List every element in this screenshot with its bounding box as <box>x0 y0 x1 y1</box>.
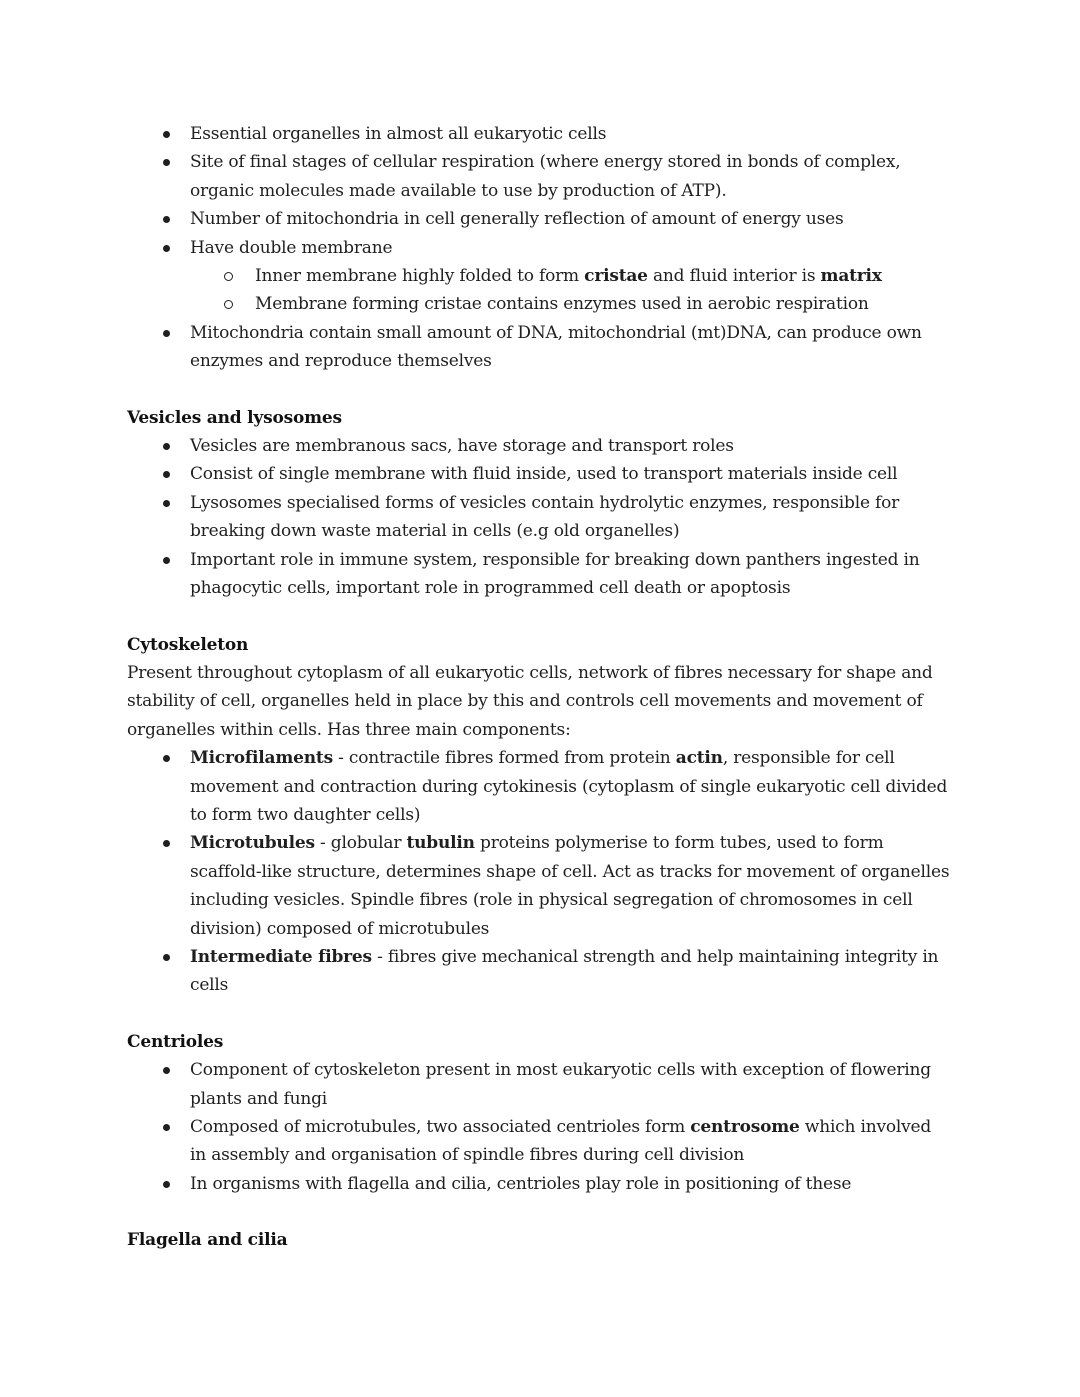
list-item-text <box>190 238 392 258</box>
list-item <box>127 1113 950 1170</box>
bold-text-segment: actin <box>675 748 723 769</box>
text-segment: Component of cytoskeleton present in most eukaryotic cells with exception of flowering plants and fungi <box>190 1060 931 1109</box>
list-item <box>127 205 950 233</box>
section-flagella-and-cilia <box>127 1226 950 1254</box>
bullet-disc-icon <box>163 1181 170 1188</box>
section-heading: Cytoskeleton <box>127 634 249 655</box>
list-item-text <box>190 748 947 825</box>
section-heading: Flagella and cilia <box>127 1230 288 1251</box>
bullet-disc-icon <box>163 245 170 252</box>
sub-list-item <box>127 262 950 290</box>
list-item <box>127 489 950 546</box>
text-segment: which involved in assembly and organisation of spindle fibres during cell division <box>190 1117 932 1166</box>
bullet-disc-icon <box>163 840 170 847</box>
sub-list-item <box>127 290 950 318</box>
list-item <box>127 1170 950 1198</box>
section-heading: Vesicles and lysosomes <box>127 407 342 428</box>
bullet-disc-icon <box>163 443 170 450</box>
list-item <box>127 546 950 603</box>
section-cytoskeleton <box>127 631 950 1000</box>
bullet-disc-icon <box>163 159 170 166</box>
text-segment: Number of mitochondria in cell generally reflection of amount of energy uses <box>190 209 844 230</box>
list-item <box>127 148 950 205</box>
list-item <box>127 744 950 829</box>
text-segment: Consist of single membrane with fluid inside, used to transport materials inside cell <box>190 464 898 485</box>
bold-text-segment: Microtubules <box>190 833 315 854</box>
text-segment: In organisms with flagella and cilia, centrioles play role in positioning of these <box>190 1173 852 1194</box>
bullet-disc-icon <box>163 755 170 762</box>
list-item <box>127 234 950 262</box>
bullet-disc-icon <box>163 1067 170 1074</box>
list-item <box>127 943 950 1000</box>
list-item-text <box>190 550 919 598</box>
list-item <box>127 432 950 460</box>
text-segment: Inner membrane highly folded to form <box>255 266 585 287</box>
section-centrioles <box>127 1028 950 1198</box>
text-segment: - fibres give mechanical strength and help maintaining integrity in cells <box>190 946 939 996</box>
bullet-circle-icon <box>224 300 233 309</box>
list-item <box>127 120 950 148</box>
list-item-text <box>190 323 922 371</box>
text-segment: proteins polymerise to form tubes, used to form scaffold-like structure, determines shape of cell. Act as tracks for movement of organelles including vesicles. Spindle fibres (role in physical segregation of chromosomes in cell division) composed of microtubules <box>190 833 950 939</box>
list-item <box>127 319 950 376</box>
list-item-text <box>190 1174 851 1194</box>
section-paragraph <box>127 659 950 744</box>
text-segment: - globular <box>314 833 407 854</box>
text-segment: and fluid interior is <box>647 266 821 287</box>
bullet-circle-icon <box>224 272 233 281</box>
bullet-disc-icon <box>163 954 170 961</box>
text-segment: Mitochondria contain small amount of DNA, mitochondrial (mt)DNA, can produce own enzymes and reproduce themselves <box>190 322 922 372</box>
bullet-disc-icon <box>163 330 170 337</box>
text-segment: Composed of microtubules, two associated centrioles form <box>190 1117 691 1137</box>
text-segment: Vesicles are membranous sacs, have storage and transport roles <box>190 436 734 457</box>
list-item <box>127 1056 950 1113</box>
bullet-disc-icon <box>163 1124 170 1131</box>
list-item-text <box>190 947 938 995</box>
section-heading: Centrioles <box>127 1031 224 1052</box>
list-item-text <box>190 124 606 144</box>
text-segment: Present throughout cytoplasm of all eukaryotic cells, network of fibres necessary for shape and stability of cell, organelles held in place by this and controls cell movements and movement of organelles within cells. Has three main components: <box>127 662 933 740</box>
bullet-disc-icon <box>163 500 170 507</box>
bold-text-segment: tubulin <box>406 833 475 854</box>
mitochondria-list <box>127 120 950 376</box>
list-item-text <box>190 493 899 541</box>
bold-text-segment: Intermediate fibres <box>190 946 372 967</box>
bold-text-segment: centrosome <box>690 1117 800 1137</box>
list-item-text <box>255 266 882 286</box>
text-segment: Site of final stages of cellular respiration (where energy stored in bonds of complex, organic molecules made available to use by production of ATP). <box>190 152 901 201</box>
text-segment: Have double membrane <box>190 237 393 258</box>
list-item-text <box>190 464 897 484</box>
text-segment: Essential organelles in almost all eukaryotic cells <box>190 124 607 144</box>
text-segment: , responsible for cell movement and contraction during cytokinesis (cytoplasm of single eukaryotic cell divided to form two daughter cells) <box>190 748 948 825</box>
bold-text-segment: Microfilaments <box>190 748 333 769</box>
list-item-text <box>190 1117 931 1165</box>
list-item-text <box>190 209 844 229</box>
list-item-text <box>190 833 949 938</box>
list-item-text <box>190 152 901 200</box>
bold-text-segment: matrix <box>820 266 882 287</box>
text-segment: Lysosomes specialised forms of vesicles contain hydrolytic enzymes, responsible for breaking down waste material in cells (e.g old organelles) <box>190 492 900 542</box>
list-item <box>127 460 950 488</box>
list-item-text <box>190 1060 931 1108</box>
bullet-disc-icon <box>163 471 170 478</box>
text-segment: - contractile fibres formed from protein <box>332 748 676 769</box>
bullet-disc-icon <box>163 216 170 223</box>
bullet-disc-icon <box>163 557 170 564</box>
list-item-text <box>255 294 869 314</box>
text-segment: Membrane forming cristae contains enzymes used in aerobic respiration <box>255 294 869 315</box>
bullet-disc-icon <box>163 131 170 138</box>
list-item-text <box>190 436 734 456</box>
bold-text-segment: cristae <box>584 266 648 287</box>
section-vesicles-and-lysosomes <box>127 404 950 603</box>
text-segment: Important role in immune system, responsible for breaking down panthers ingested in phagocytic cells, important role in programmed cell death or apoptosis <box>190 549 920 599</box>
list-item <box>127 829 950 943</box>
